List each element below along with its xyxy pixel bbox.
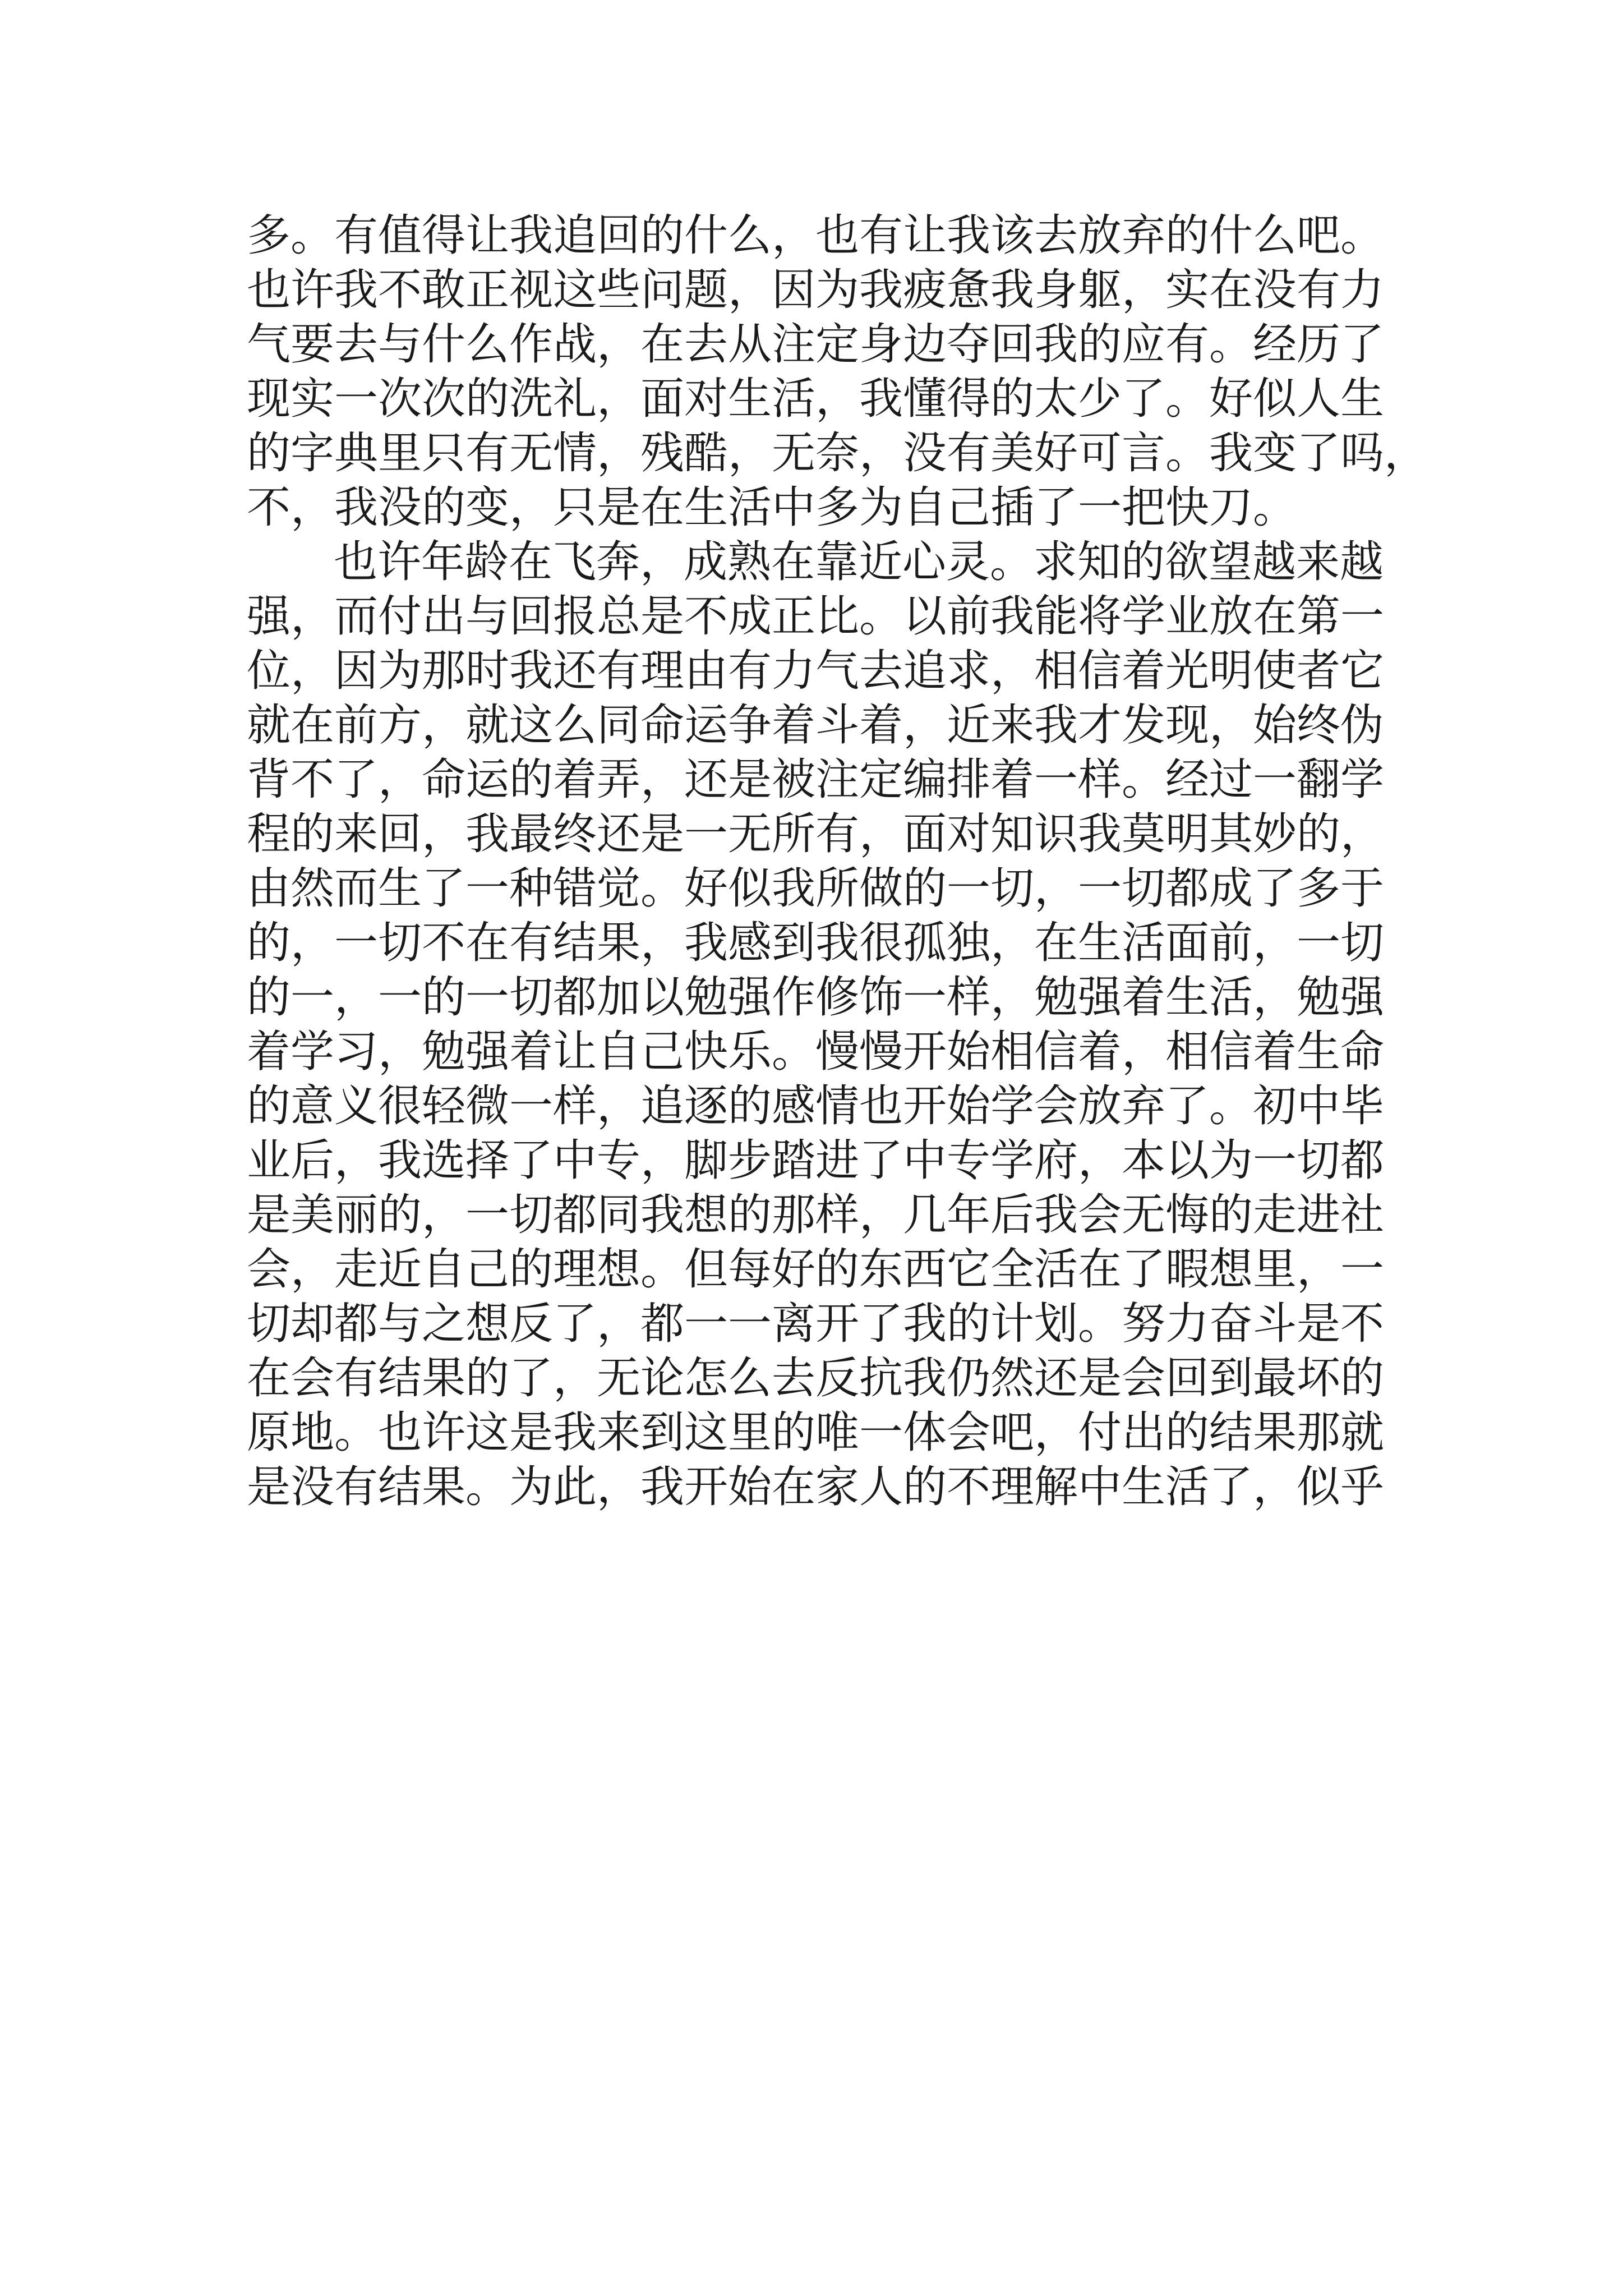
paragraph-2	[247, 535, 1385, 1515]
text-line: 背不了，命运的着弄，还是被注定编排着一样。经过一翻学	[247, 754, 1385, 805]
text-line: 原地。也许这是我来到这里的唯一体会吧，付出的结果那就	[247, 1407, 1385, 1458]
text-line: 业后，我选择了中专，脚步踏进了中专学府，本以为一切都	[247, 1135, 1385, 1186]
text-line: 的一，一的一切都加以勉强作修饰一样，勉强着生活，勉强	[247, 972, 1385, 1023]
text-line: 位，因为那时我还有理由有力气去追求，相信着光明使者它	[247, 646, 1385, 696]
text-line: 也许我不敢正视这些问题，因为我疲惫我身躯，实在没有力	[247, 265, 1385, 315]
text-line: 气要去与什么作战，在去从注定身边夺回我的应有。经历了	[247, 319, 1385, 370]
text-line: 不，我没的变，只是在生活中多为自己插了一把快刀。	[247, 482, 1297, 533]
text-line: 就在前方，就这么同命运争着斗着，近来我才发现，始终伪	[247, 700, 1385, 751]
text-line: 的意义很轻微一样，追逐的感情也开始学会放弃了。初中毕	[247, 1081, 1385, 1131]
text-line: 切却都与之想反了，都一一离开了我的计划。努力奋斗是不	[247, 1299, 1385, 1349]
text-line: 强，而付出与回报总是不成正比。以前我能将学业放在第一	[247, 591, 1385, 642]
text-line: 是没有结果。为此，我开始在家人的不理解中生活了，似乎	[247, 1462, 1385, 1512]
text-line: 程的来回，我最终还是一无所有，面对知识我莫明其妙的，	[247, 809, 1385, 859]
text-line: 现实一次次的洗礼，面对生活，我懂得的太少了。好似人生	[247, 374, 1385, 424]
text-line: 由然而生了一种错觉。好似我所做的一切，一切都成了多于	[247, 863, 1385, 914]
text-line: 也许年龄在飞奔，成熟在靠近心灵。求知的欲望越来越	[334, 537, 1384, 587]
text-line: 的字典里只有无情，残酷，无奈，没有美好可言。我变了吗，	[247, 428, 1428, 478]
text-line: 在会有结果的了，无论怎么去反抗我仍然还是会回到最坏的	[247, 1353, 1385, 1404]
text-line: 是美丽的，一切都同我想的那样，几年后我会无悔的走进社	[247, 1190, 1385, 1240]
paragraph-1	[247, 209, 1428, 535]
text-line: 着学习，勉强着让自己快乐。慢慢开始相信着，相信着生命	[247, 1027, 1385, 1077]
text-line: 多。有值得让我追回的什么，也有让我该去放弃的什么吧。	[247, 210, 1385, 261]
body-text	[247, 209, 1428, 1515]
text-line: 会，走近自己的理想。但每好的东西它全活在了暇想里，一	[247, 1244, 1385, 1295]
text-line: 的，一切不在有结果，我感到我很孤独，在生活面前，一切	[247, 918, 1385, 968]
